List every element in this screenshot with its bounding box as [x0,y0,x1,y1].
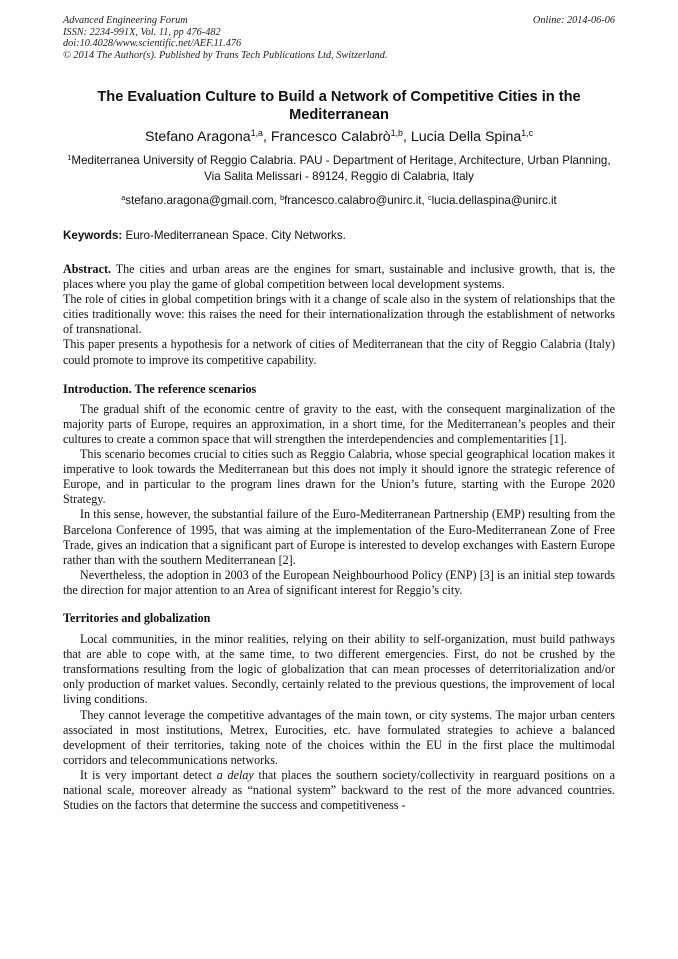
author-affil-marker: 1,b [390,128,403,139]
email-address[interactable]: francesco.calabro@unirc.it [284,194,422,207]
author-separator: , [262,129,271,145]
paragraph-text: that places the southern society/collectivity in rearguard positions on a national scale, moreover already as “national system” backward to the rest of the more advanced countries. Studies on the factors that determine the success and competitiveness - [63,767,615,813]
keywords [63,228,615,243]
copyright-line: © 2014 The Author(s). Published by Trans Tech Publications Ltd, Switzerland. [63,49,388,61]
email-separator: , [273,194,281,207]
section-heading: Introduction. The reference scenarios [63,381,257,396]
paper-body [63,262,615,813]
email-separator: , [421,194,428,207]
email-address[interactable]: lucia.dellaspina@unirc.it [431,194,557,207]
issn-line: ISSN: 2234-991X, Vol. 11, pp 476-482 [63,26,221,38]
keywords-text: Euro-Mediterranean Space. City Networks. [122,229,346,242]
abstract-label: Abstract. [63,262,112,276]
abstract-paragraph [63,262,615,292]
doi-line[interactable]: doi:10.4028/www.scientific.net/AEF.11.476 [63,38,242,50]
author-name: Francesco Calabrò [270,129,391,145]
body-paragraph: Local communities, in the minor realities, relying on their ability to self-organization, must build pathways that are able to cope with, at the same time, to two different emergencies. First, do not be crushed by the transformations resulting from the logic of globalization that can mean processes of deterritorialization and/or only production of market values. Secondly, certainly related to the previous questions, the improvement of local living conditions. [63,632,615,707]
abstract-paragraph: This paper presents a hypothesis for a network of cities of Mediterranean that the city of Reggio Calabria (Italy) could promote to improve its competitive capability. [63,337,615,367]
emphasis-text: a delay [216,767,254,782]
body-paragraph [63,768,615,813]
paper-title: The Evaluation Culture to Build a Network of Competitive Cities in the Mediterranean [97,89,581,123]
email-marker: b [280,193,285,203]
online-date: Online: 2014-06-06 [532,15,615,26]
body-paragraph: The gradual shift of the economic centre of gravity to the east, with the consequent marginalization of the majority parts of Europe, requires an approximation, in a short time, for the Mediterranean’s peoples and their cultures to create a common space that will strengthen the interdependencies and complementarities [1]. [63,401,615,446]
body-paragraph: This scenario becomes crucial to cities such as Reggio Calabria, whose special geographical location makes it imperative to look towards the Mediterranean but this does not imply it should ignore the strategic reference of Europe, and in particular to the program lines drawn for the Union’s future, starting with the Europe 2020 Strategy. [63,447,615,507]
affiliation [63,153,615,184]
email-address[interactable]: stefano.aragona@gmail.com [125,194,274,207]
keywords-label: Keywords: [63,229,123,242]
abstract-paragraph: The role of cities in global competition brings with it a change of scale also in the system of relationships that the cities traditionally wove: this raises the need for their internationalization through the establishment of networks of transnational. [63,292,615,337]
affiliation-text: Mediterranea University of Reggio Calabria. PAU - Department of Heritage, Architecture, Urban Planning, Via Salita Melissari - 89124, Reggio di Calabria, Italy [71,154,611,183]
section-heading: Territories and globalization [63,610,211,625]
author-name: Stefano Aragona [144,129,251,145]
email-list [63,193,615,208]
author-name: Lucia Della Spina [410,129,522,145]
journal-header [63,15,615,61]
author-list [63,128,615,146]
email-marker: c [427,193,432,203]
author-affil-marker: 1,c [521,128,533,139]
author-separator: , [402,129,411,145]
body-paragraph: In this sense, however, the substantial failure of the Euro-Mediterranean Partnership (EMP) resulting from the Barcelona Conference of 1995, that was aiming at the implementation of the Euro-Mediterranean Zone of Free Trade, gives an indication that a significant part of Europe is interested to develop exchanges with Eastern Europe rather than with the southern Mediterranean [2]. [63,507,615,567]
paragraph-text: It is very important detect [80,767,217,782]
email-marker: a [121,193,126,203]
affiliation-marker: 1 [67,153,72,163]
author-affil-marker: 1,a [250,128,263,139]
body-paragraph: They cannot leverage the competitive advantages of the main town, or city systems. The major urban centers associated in most institutions, Metrex, Eurocities, etc. have formulated strategies to achieve a balanced development of their territories, taking note of the choices within the EU in the first place the multimodal corridors and telecommunications networks. [63,707,615,767]
abstract-text: The cities and urban areas are the engines for smart, sustainable and inclusive growth, that is, the places where you play the game of global competition between local development systems. [63,262,615,292]
journal-name: Advanced Engineering Forum [63,15,188,26]
body-paragraph: Nevertheless, the adoption in 2003 of the European Neighbourhood Policy (ENP) [3] is an initial step towards the direction for major attention to an Area of significant interest for Reggio’s city. [63,567,615,597]
